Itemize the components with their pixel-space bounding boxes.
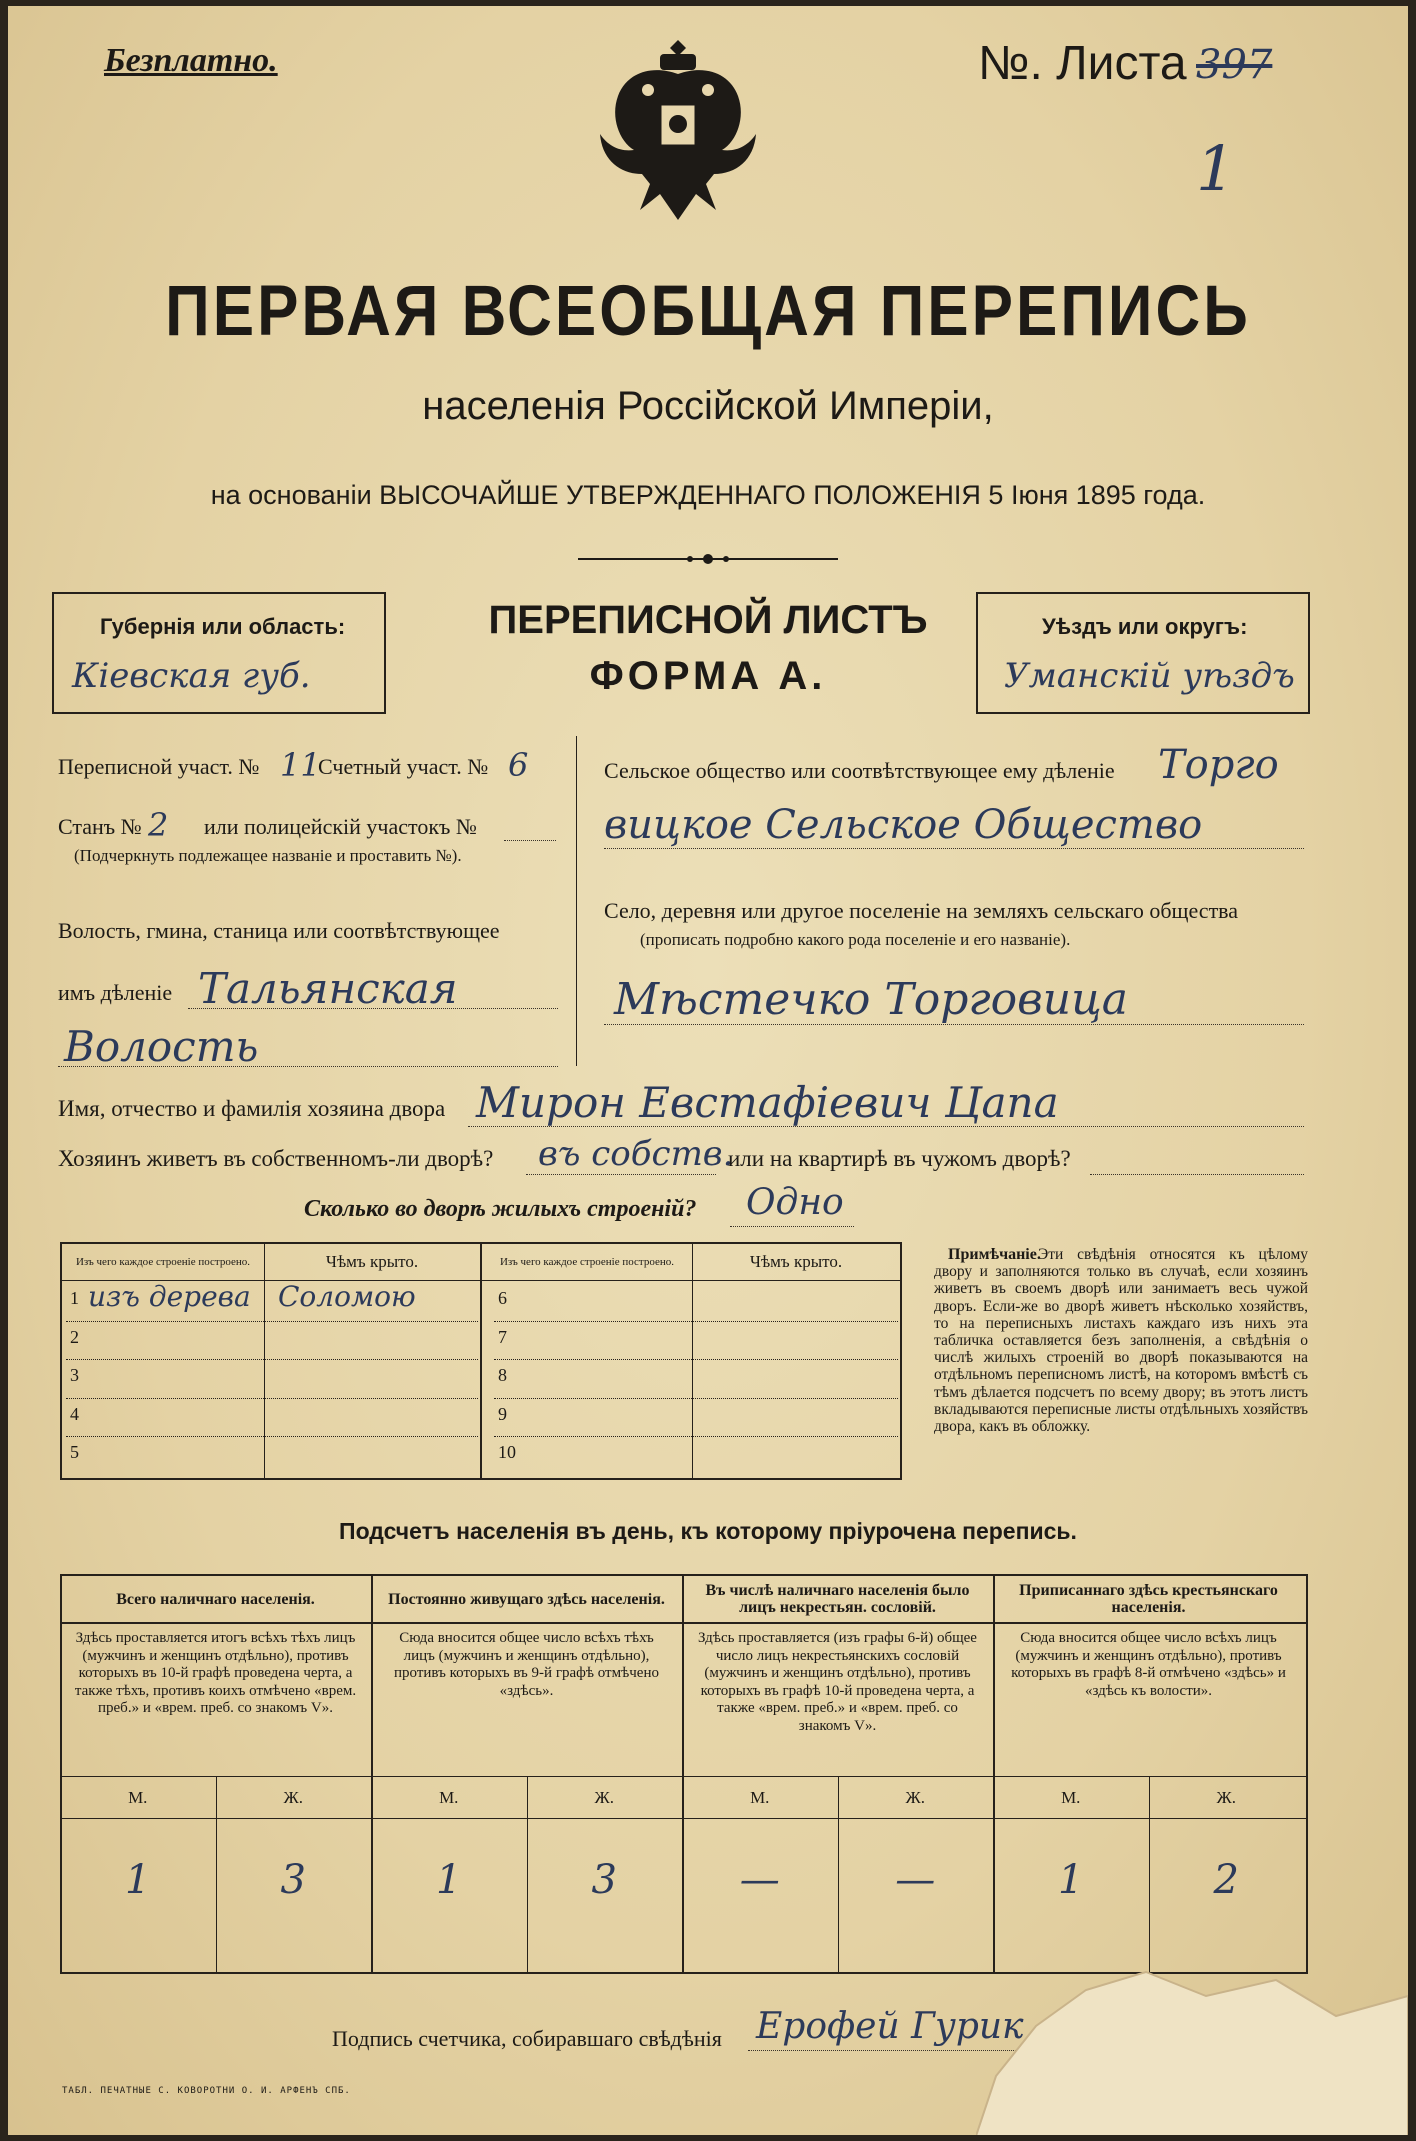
population-f-label: Ж. <box>1216 1788 1236 1807</box>
population-f-label: Ж. <box>594 1788 614 1807</box>
owner-lives-line <box>526 1174 716 1175</box>
society-label: Сельское общество или соотвѣтствующее ему дѣленіе <box>604 758 1115 783</box>
owner-name-line <box>468 1126 1304 1127</box>
population-col-desc: Сюда вносится общее число всѣхъ тѣхъ лицъ (мужчинъ и женщинъ отдѣльно), противъ которыхъ въ 9-й графѣ отмѣчено «здѣсь». <box>394 1630 659 1699</box>
gubernia-value: Кіевская губ. <box>72 656 311 696</box>
population-caption: Подсчетъ населенія въ день, къ которому пріурочена перепись. <box>339 1518 1077 1544</box>
ornament-divider <box>578 551 838 565</box>
sheet-number-label: №. Листа <box>978 37 1187 90</box>
population-f-value: 2 <box>1213 1857 1239 1903</box>
population-col-title: Въ числѣ наличнаго населенія было лицъ некрестьян. сословій. <box>705 1582 970 1616</box>
census-sheet <box>8 6 1408 2135</box>
volost-line-2 <box>58 1066 558 1067</box>
pop-rule-mf <box>60 1818 1308 1819</box>
village-note: (прописать подробно какого рода поселеніе и его названіе). <box>640 930 1071 949</box>
stan-value: 2 <box>148 806 169 844</box>
village-value: Мѣстечко Торговица <box>614 974 1129 1025</box>
population-m-label: М. <box>750 1788 770 1807</box>
buildings-row-number: 9 <box>498 1403 507 1424</box>
population-col-desc: Здѣсь проставляется (изъ графы 6-й) общее число лицъ некрестьянскихъ сословій (мужчинъ и женщинъ отдѣльно), противъ которыхъ въ графѣ 10-й проведена черта, а также «врем. преб.» и «врем. преб. со знакомъ V». <box>698 1630 977 1734</box>
field-divider <box>576 736 577 1066</box>
census-district-value: 11 <box>280 746 321 784</box>
note-title: Примѣчаніе. <box>948 1246 1041 1263</box>
buildings-row-rule <box>494 1359 898 1360</box>
society-value-2: вицкое Сельское Общество <box>604 802 1203 848</box>
buildings-row-roof: Соломою <box>278 1280 416 1313</box>
buildings-line <box>730 1226 854 1227</box>
society-line <box>604 848 1304 849</box>
gubernia-label: Губернія или область: <box>100 614 346 639</box>
buildings-row-number: 8 <box>498 1365 507 1386</box>
population-col-desc: Сюда вносится общее число всѣхъ лицъ (мужчинъ и женщинъ отдѣльно), противъ которыхъ въ графѣ 8-й отмѣчено «здѣсь» и «здѣсь къ волости». <box>1011 1630 1286 1699</box>
owner-lives-label: Хозяинъ живетъ въ собственномъ-ли дворѣ? <box>58 1146 494 1171</box>
buildings-row-rule <box>66 1436 478 1437</box>
population-col-divider <box>682 1574 684 1972</box>
volost-value-2: Волость <box>64 1022 259 1071</box>
population-col-title: Приписаннаго здѣсь крестьянскаго населенія. <box>1019 1582 1278 1616</box>
buildings-row-number: 3 <box>70 1365 79 1386</box>
form-title: ПЕРЕПИСНОЙ ЛИСТЪ <box>488 598 928 642</box>
population-m-value: — <box>739 1857 780 1903</box>
buildings-row-rule <box>494 1321 898 1322</box>
buildings-row-number: 2 <box>70 1326 79 1347</box>
buildings-table-mid <box>480 1242 482 1478</box>
main-title: ПЕРВАЯ ВСЕОБЩАЯ ПЕРЕПИСЬ <box>165 271 1251 352</box>
population-m-label: М. <box>128 1788 148 1807</box>
pop-rule-title <box>60 1622 1308 1624</box>
buildings-row-number: 4 <box>70 1403 79 1424</box>
counting-district-value: 6 <box>508 746 529 784</box>
buildings-row-number: 5 <box>70 1442 79 1463</box>
society-value-1: Торго <box>1158 742 1279 788</box>
village-line <box>604 1024 1304 1025</box>
population-m-value: 1 <box>1058 1857 1084 1903</box>
population-f-label: Ж. <box>283 1788 303 1807</box>
buildings-value: Одно <box>746 1182 844 1223</box>
pop-rule-desc <box>60 1776 1308 1777</box>
police-note: (Подчеркнуть подлежащее названіе и проставить №). <box>74 846 462 865</box>
population-m-value: 1 <box>436 1857 462 1903</box>
population-m-label: М. <box>439 1788 459 1807</box>
population-f-value: 3 <box>280 1857 306 1903</box>
buildings-row-number: 10 <box>498 1442 516 1463</box>
village-label: Село, деревня или другое поселеніе на земляхъ сельскаго общества <box>604 898 1239 923</box>
buildings-col-roof-left: Чѣмъ крыто. <box>325 1252 419 1271</box>
uezd-label: Уѣздъ или округъ: <box>1042 614 1248 639</box>
sub-title: населенія Россійской Имперіи, <box>422 384 994 428</box>
buildings-row-number: 7 <box>498 1326 507 1347</box>
buildings-col-material-right: Изъ чего каждое строеніе построено. <box>499 1256 675 1268</box>
stan-label: Станъ № <box>58 814 142 839</box>
population-col-title: Постоянно живущаго здѣсь населенія. <box>388 1590 665 1608</box>
buildings-row-rule <box>66 1359 478 1360</box>
population-f-value: 3 <box>591 1857 617 1903</box>
buildings-row-rule <box>66 1321 478 1322</box>
buildings-row-rule <box>494 1398 898 1399</box>
note-text: Эти свѣдѣнія относятся къ цѣлому двору и заполняются только въ случаѣ, если хозяинъ живетъ въ своемъ дворѣ или занимаетъ весь чужой дворъ. Если-же во дворѣ живетъ нѣсколько хозяйствъ, то на переписныхъ листахъ каждаго изъ нихъ эта табличка оставляется безъ заполненія, а свѣдѣнія о числѣ жилыхъ строеній во дворѣ показываются на отдѣльномъ переписномъ листѣ, на которомъ вмѣстѣ съ тѣмъ дѣлается подсчетъ по всему двору; въ этотъ листъ вкладываются переписные листы отдѣльныхъ хозяйствъ двора, какъ въ обложку. <box>934 1246 1308 1436</box>
population-f-value: — <box>895 1857 936 1903</box>
population-col-divider <box>371 1574 373 1972</box>
population-col-title: Всего наличнаго населенія. <box>116 1590 315 1608</box>
buildings-row-rule <box>66 1398 478 1399</box>
printer-left: ТАБЛ. ПЕЧАТНЫЕ С. КОВОРОТНИ О. И. АРФЕНЪ СПБ. <box>62 2086 351 2096</box>
population-col-desc: Здѣсь проставляется итогъ всѣхъ тѣхъ лицъ (мужчинъ и женщинъ отдѣльно), противъ которыхъ въ 10-й графѣ проведена черта, а также тѣхъ, противъ коихъ отмѣчено «врем. преб.» и «врем. преб. со знакомъ V». <box>74 1630 357 1716</box>
signature-value: Ерофей Гурик <box>756 2006 1024 2047</box>
population-f-label: Ж. <box>905 1788 925 1807</box>
volost-label-1: Волость, гмина, станица или соотвѣтствующее <box>58 918 500 943</box>
volost-line-1 <box>188 1008 558 1009</box>
uezd-value: Уманскій уѣздъ <box>1004 656 1295 696</box>
owner-or-label: или на квартирѣ въ чужомъ дворѣ? <box>728 1146 1071 1171</box>
sheet-number-value: 397 <box>1196 42 1273 88</box>
population-col-divider <box>993 1574 995 1972</box>
buildings-col-material-left: Изъ чего каждое строеніе построено. <box>75 1256 251 1268</box>
basis-line: на основаніи ВЫСОЧАЙШЕ УТВЕРЖДЕННАГО ПОЛОЖЕНІЯ 5 Іюня 1895 года. <box>210 480 1206 510</box>
police-line <box>504 840 556 841</box>
double-headed-eagle-icon <box>590 34 766 226</box>
counting-district-label: Счетный участ. № <box>318 754 489 779</box>
owner-name-label: Имя, отчество и фамилія хозяина двора <box>58 1096 446 1121</box>
buildings-row-number: 1 <box>70 1288 79 1308</box>
free-label: Безплатно. <box>104 42 278 79</box>
buildings-col-roof-right: Чѣмъ крыто. <box>749 1252 843 1271</box>
signature-label: Подпись счетчика, собиравшаго свѣдѣнія <box>332 2026 722 2051</box>
population-m-value: 1 <box>125 1857 151 1903</box>
owner-lives-value: въ собств. <box>538 1134 734 1174</box>
volost-value-1: Тальянская <box>198 964 458 1013</box>
population-m-label: М. <box>1061 1788 1081 1807</box>
torn-corner <box>976 1956 1408 2135</box>
buildings-row-number: 6 <box>498 1288 507 1308</box>
police-label: или полицейскій участокъ № <box>204 814 477 839</box>
owner-name-value: Мирон Евстафіевич Цапа <box>476 1078 1059 1127</box>
buildings-label: Сколько во дворѣ жилыхъ строеній? <box>304 1196 697 1222</box>
owner-or-line <box>1090 1174 1304 1175</box>
form-name: ФОРМА А. <box>589 654 827 698</box>
buildings-row-material: изъ дерева <box>88 1280 251 1313</box>
buildings-row-rule <box>494 1436 898 1437</box>
volost-label-2: имъ дѣленіе <box>58 980 173 1005</box>
census-district-label: Переписной участ. № <box>58 754 260 779</box>
corner-number: 1 <box>1196 132 1236 205</box>
